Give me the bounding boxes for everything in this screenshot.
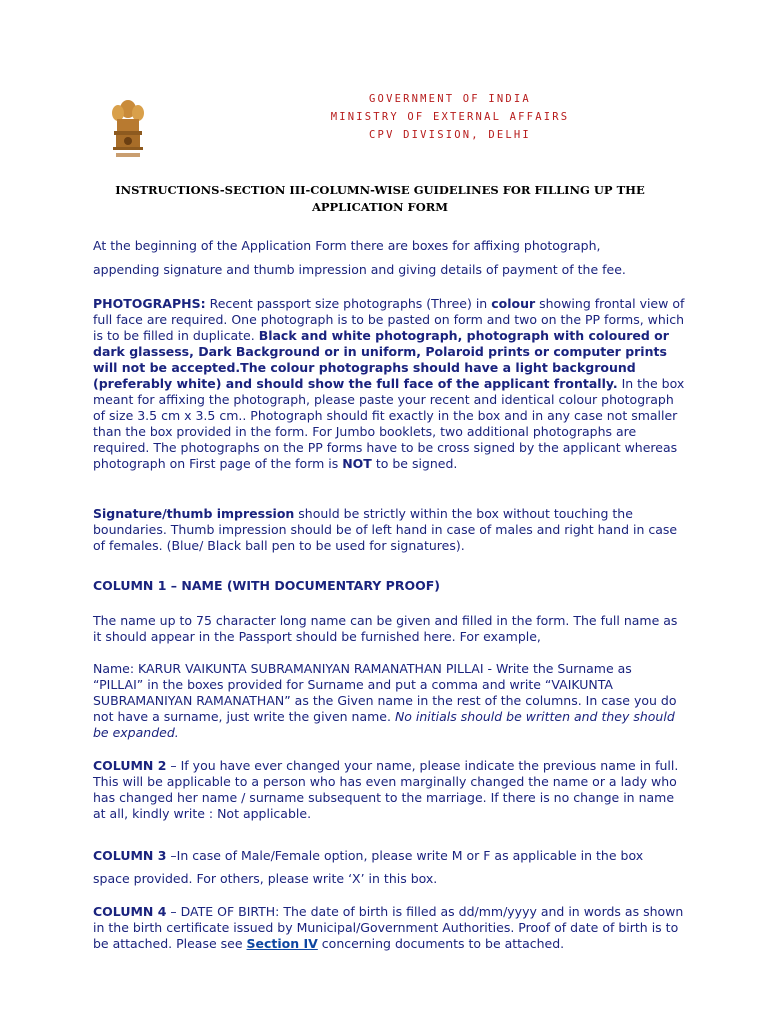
page-title: INSTRUCTIONS-SECTION III-COLUMN-WISE GUIDELINES FOR FILLING UP THE APPLICATION FORM [115,183,645,214]
photographs-paragraph: PHOTOGRAPHS: Recent passport size photographs (Three) in colour showing frontal view of full face are required. One photograph is to be pasted on form and two on the PP forms, which is to be filled in duplicate. Black and white photograph, photograph with coloured or dark glassess, Dark Background or in uniform, Polaroid prints or computer prints will not be accepted.The colour photographs should have a light background (preferably white) and should show the full face of the applicant frontally. In the box meant for affixing the photograph, please paste your recent and identical colour photograph of size 3.5 cm x 3.5 cm.. Photograph should fit exactly in the box and in any case not smaller than the box provided in the form. For Jumbo booklets, two additional photographs are required. The photographs on the PP forms have to be cross signed by the applicant whereas photograph on First page of the form is NOT to be signed. [93,296,685,471]
intro-line-2: appending signature and thumb impression and giving details of payment of the fee. [93,262,626,277]
intro-line-1: At the beginning of the Application Form there are boxes for affixing photograph, [93,238,601,253]
photographs-label: PHOTOGRAPHS: [93,296,206,311]
column1-paragraph-2: Name: KARUR VAIKUNTA SUBRAMANIYAN RAMANATHAN PILLAI - Write the Surname as “PILLAI” in the boxes provided for Surname and put a comma and write “VAIKUNTA SUBRAMANIYAN RAMANATHAN” as the Given name in the rest of the columns. In case you do not have a surname, just write the given name. No initials should be written and they should be expanded. [93,661,677,740]
header-ministry: MINISTRY OF EXTERNAL AFFAIRS [330,111,570,123]
column4-label: COLUMN 4 [93,904,167,919]
signature-label: Signature/thumb impression [93,506,295,521]
signature-paragraph: Signature/thumb impression should be strictly within the box without touching the boundaries. Thumb impression should be of left hand in case of males and right hand in case of females. (Blue/ Black ball pen to be used for signatures). [93,506,678,553]
column1-heading: COLUMN 1 – NAME (WITH DOCUMENTARY PROOF) [93,578,440,593]
header-division: CPV DIVISION, DELHI [369,129,531,141]
column2-label: COLUMN 2 [93,758,167,773]
column3-label: COLUMN 3 [93,848,167,863]
column3-line-1: COLUMN 3 –In case of Male/Female option, please write M or F as applicable in the box [93,848,644,863]
section-iv-link[interactable]: Section IV [246,936,318,951]
column3-line-2: space provided. For others, please write ‘X’ in this box. [93,871,438,886]
national-emblem-icon [108,95,148,163]
column1-paragraph-1: The name up to 75 character long name can be given and filled in the form. The full name as it should appear in the Passport should be furnished here. For example, [93,613,678,644]
column4-paragraph: COLUMN 4 – DATE OF BIRTH: The date of birth is filled as dd/mm/yyyy and in words as shown in the birth certificate issued by Municipal/Government Authorities. Proof of date of birth is to be attached. Please see Section IV concerning documents to be attached. [93,904,684,951]
column2-paragraph: COLUMN 2 – If you have ever changed your name, please indicate the previous name in full. This will be applicable to a person who has even marginally changed the name or a lady who has changed her name / surname subsequent to the marriage. If there is no change in name at all, kindly write : Not applicable. [93,758,679,821]
header-government: GOVERNMENT OF INDIA [369,93,531,105]
